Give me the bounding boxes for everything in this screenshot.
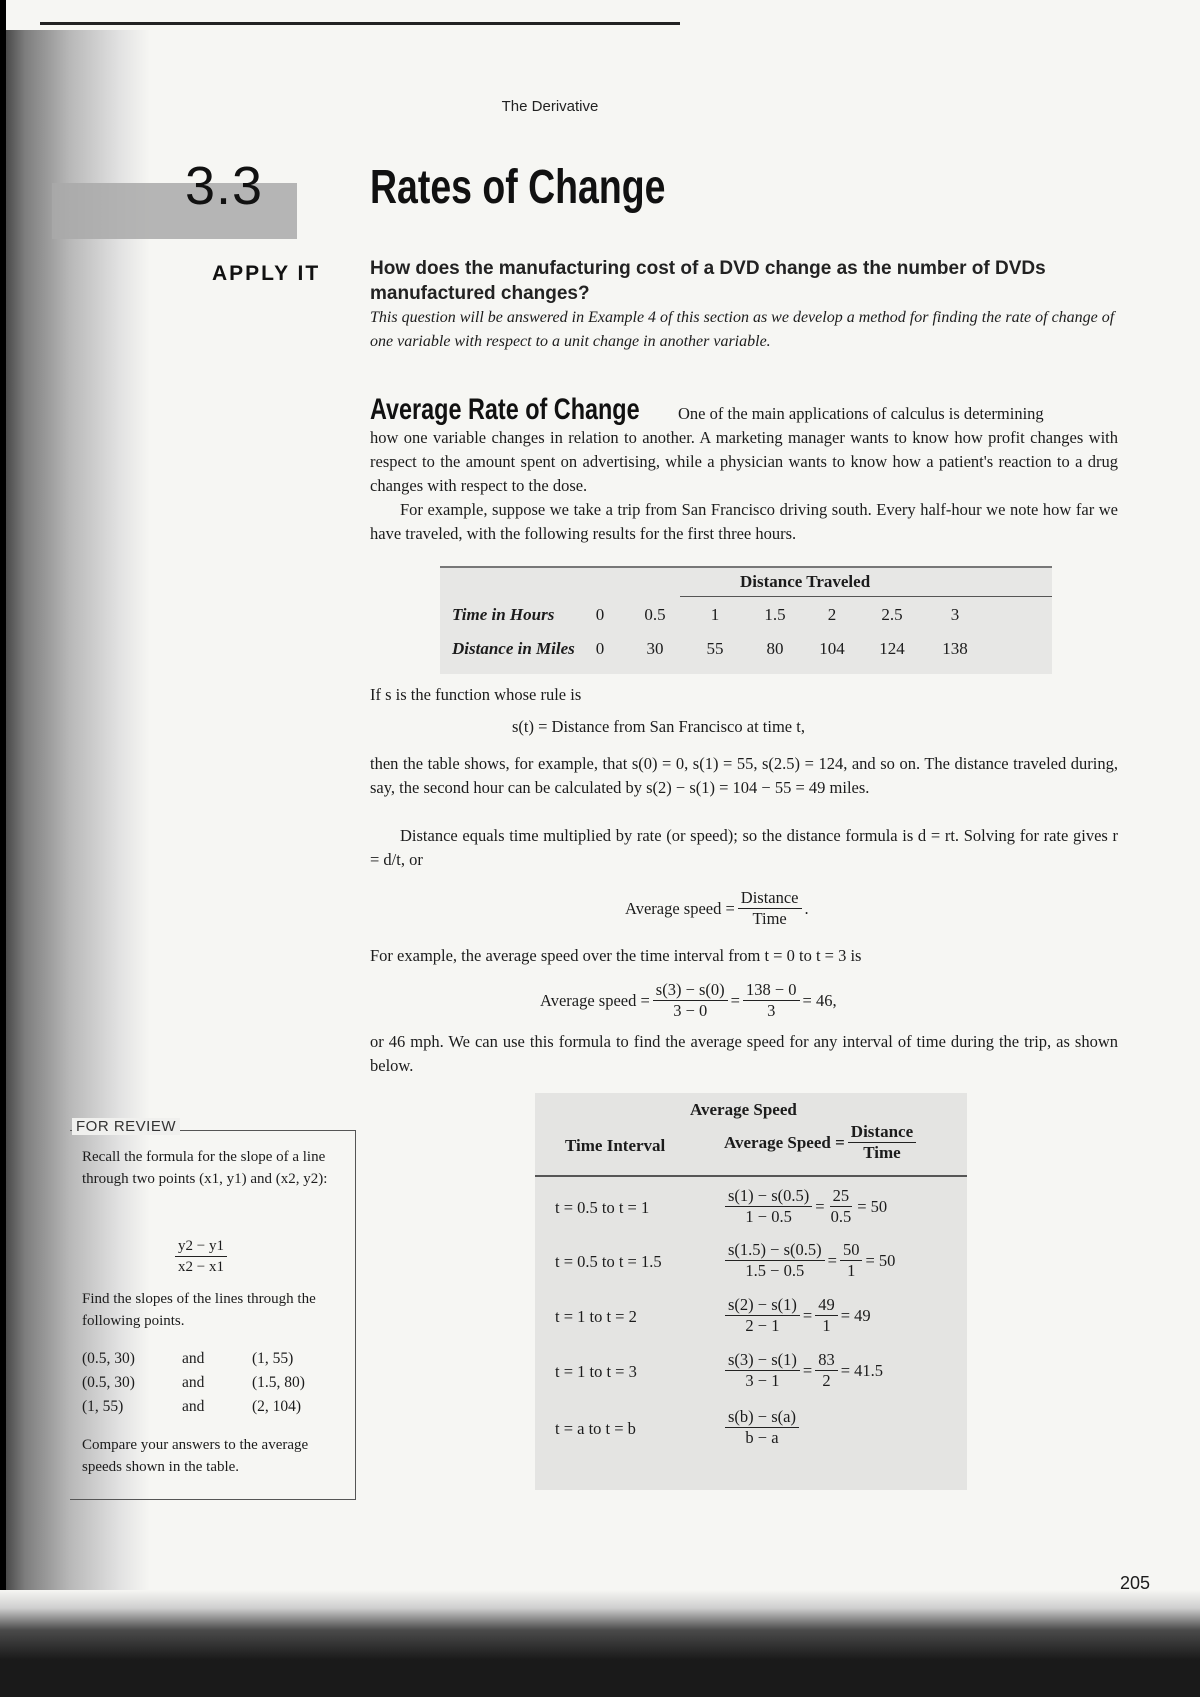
equals-sign: =	[802, 1360, 813, 1380]
point-b: (1.5, 80)	[252, 1374, 305, 1391]
speed-row-result: = 50	[865, 1250, 896, 1270]
average-rate-lead-text: One of the main applications of calculus is determining	[678, 404, 1044, 423]
distance-formula-paragraph: Distance equals time multiplied by rate (or speed); so the distance formula is d = rt. Solving for rate gives r = d/t, or	[370, 826, 1118, 869]
speed-table-header: Average Speed	[690, 1100, 797, 1119]
speed-row-result: = 50	[857, 1196, 888, 1216]
distance-table-distance-cell: 138	[942, 639, 968, 658]
fraction-numerator: 50	[840, 1240, 863, 1261]
speed-row-fraction	[725, 1295, 800, 1336]
speed-table-intro: or 46 mph. We can use this formula to find the average speed for any interval of time during the trip, as shown below.	[370, 1032, 1118, 1075]
equals-sign: =	[827, 1250, 837, 1270]
fraction-numerator: 83	[815, 1350, 838, 1371]
point-a: (1, 55)	[82, 1398, 124, 1415]
speed-row-formula	[722, 1407, 802, 1448]
apply-it-question: How does the manufacturing cost of a DVD change as the number of DVDs manufactured changes?	[370, 258, 1046, 304]
fraction-denominator: 1	[822, 1316, 831, 1335]
fraction-numerator: s(b) − s(a)	[725, 1407, 799, 1428]
speed-col-label: Average Speed =	[724, 1132, 845, 1152]
speed-row-result: = 41.5	[840, 1360, 884, 1380]
for-review-point-pair	[82, 1398, 352, 1416]
fraction-numerator: 138 − 0	[743, 980, 800, 1001]
fraction-denominator: Time	[752, 909, 787, 928]
scan-bottom-shadow	[0, 1590, 1200, 1697]
speed-row-interval: t = 1 to t = 3	[555, 1362, 637, 1381]
average-speed-formula: Average speed = $\frac{\text{Distance}}{\text{Time}}$ .	[625, 888, 809, 928]
apply-it-label: APPLY IT	[212, 262, 321, 285]
distance-table-time-cell: 2.5	[881, 605, 903, 624]
speed-row-fraction	[725, 1407, 799, 1448]
fraction-numerator: s(2) − s(1)	[725, 1295, 800, 1316]
distance-table-top-rule	[440, 566, 1052, 568]
distance-table-time-cell: 0	[595, 605, 605, 624]
speed-row-interval: t = a to t = b	[555, 1419, 636, 1438]
speed-row-value-fraction	[815, 1350, 838, 1391]
point-a: (0.5, 30)	[82, 1350, 135, 1367]
fraction-denominator: 2	[822, 1371, 831, 1390]
fraction-denominator: 1 − 0.5	[745, 1207, 792, 1226]
function-intro: If s is the function whose rule is	[370, 685, 582, 704]
speed-row-result: = 49	[840, 1305, 871, 1325]
speed-table-col-speed	[724, 1122, 919, 1163]
fraction-denominator: 2 − 1	[745, 1316, 780, 1335]
fraction-denominator: 3 − 1	[745, 1371, 780, 1390]
average-rate-paragraph: how one variable changes in relation to another. A marketing manager wants to know how profit changes with respect to the amount spent on advertising, while a physician wants to know how a patient's reaction to a drug changes with respect to the dose.	[370, 428, 1118, 495]
speed-row-interval: t = 0.5 to t = 1.5	[555, 1252, 662, 1271]
for-review-point-pair	[82, 1350, 352, 1368]
average-rate-heading: Average Rate of Change	[370, 393, 640, 426]
speed-table-col-interval: Time Interval	[565, 1136, 666, 1155]
distance-table-time-cell: 3	[950, 605, 960, 624]
fraction-numerator: s(3) − s(1)	[725, 1350, 800, 1371]
fraction-numerator: s(3) − s(0)	[653, 980, 728, 1001]
point-b: (1, 55)	[252, 1350, 294, 1367]
for-review-point-pair	[82, 1374, 352, 1392]
distance-over-time-fraction	[738, 888, 802, 929]
top-rule	[40, 22, 680, 25]
section-number: 3.3	[185, 156, 264, 216]
speed-row-formula	[722, 1186, 887, 1227]
trip-paragraph: For example, suppose we take a trip from San Francisco driving south. Every half-hour we note how far we have traveled, with the following results for the first three hours.	[370, 500, 1118, 543]
fraction-denominator: 3	[767, 1001, 776, 1020]
table-interpretation-paragraph: then the table shows, for example, that s(0) = 0, s(1) = 55, s(2.5) = 124, and so on. The distance traveled during, say, the second hour can be calculated by s(2) − s(1) = 104 − 55 = 49 miles.	[370, 754, 1118, 797]
function-rule: s(t) = Distance from San Francisco at time t,	[512, 717, 805, 736]
speed-row-formula	[722, 1350, 883, 1391]
speed-row-formula	[722, 1295, 871, 1336]
apply-it-note: This question will be answered in Example 4 of this section as we develop a method for finding the rate of change of one variable with respect to a unit change in another variable.	[370, 309, 1115, 350]
speed-row-value-fraction	[815, 1295, 838, 1336]
speed-row-interval: t = 1 to t = 2	[555, 1307, 637, 1326]
distance-table-time-label: Time in Hours	[452, 605, 555, 624]
fraction-numerator: s(1) − s(0.5)	[725, 1186, 812, 1207]
slope-fraction	[175, 1236, 227, 1277]
distance-table-header: Distance Traveled	[740, 572, 871, 591]
for-review-title: FOR REVIEW	[72, 1118, 180, 1135]
distance-table-distance-cell: 0	[595, 639, 605, 658]
distance-table-time-cell: 0.5	[644, 605, 666, 624]
speed-row-value-fraction	[840, 1240, 863, 1281]
fraction-denominator: 0.5	[830, 1207, 852, 1226]
example-result: = 46,	[802, 990, 837, 1010]
and-word: and	[182, 1350, 205, 1367]
fraction-numerator: y2 − y1	[175, 1236, 227, 1257]
equals-sign: =	[802, 1305, 813, 1325]
fraction-numerator: Distance	[848, 1122, 916, 1143]
for-review-compare: Compare your answers to the average speeds shown in the table.	[82, 1437, 309, 1475]
example-lhs: Average speed =	[540, 990, 650, 1010]
equals-sign: =	[815, 1196, 825, 1216]
average-speed-example-intro: For example, the average speed over the time interval from t = 0 to t = 3 is	[370, 946, 862, 965]
point-b: (2, 104)	[252, 1398, 302, 1415]
speed-row-fraction	[725, 1240, 825, 1281]
fraction-denominator: b − a	[745, 1428, 779, 1447]
fraction-denominator: x2 − x1	[178, 1259, 224, 1275]
distance-table-distance-label: Distance in Miles	[452, 639, 575, 658]
and-word: and	[182, 1398, 205, 1415]
distance-table-distance-cell: 30	[646, 639, 664, 658]
average-speed-example: Average speed = $\frac{s(3) - s(0)}{3 - 0}$ = $\frac{138 - 0}{3}$ = 46,	[540, 980, 837, 1020]
fraction-denominator: 1	[847, 1261, 856, 1280]
speed-row-formula	[722, 1240, 895, 1281]
distance-table-distance-cell: 104	[819, 639, 845, 658]
point-a: (0.5, 30)	[82, 1374, 135, 1391]
scan-left-edge	[0, 0, 6, 1697]
distance-table-distance-cell: 55	[706, 639, 724, 658]
section-title: Rates of Change	[370, 161, 666, 214]
speed-table-rule	[535, 1175, 967, 1177]
fraction-numerator: s(1.5) − s(0.5)	[725, 1240, 825, 1261]
page-number: 205	[1120, 1573, 1151, 1593]
fraction-numerator: 49	[815, 1295, 838, 1316]
distance-table-time-cell: 1	[710, 605, 720, 624]
running-header: The Derivative	[501, 98, 599, 115]
distance-table-distance-cell: 124	[879, 639, 905, 658]
distance-table-time-cell: 1.5	[764, 605, 786, 624]
for-review-slope-formula	[172, 1236, 230, 1277]
example-fraction-2	[743, 980, 800, 1021]
example-fraction-1	[653, 980, 728, 1021]
and-word: and	[182, 1374, 205, 1391]
distance-table-rule	[680, 596, 1052, 597]
speed-col-fraction	[848, 1122, 916, 1163]
fraction-denominator: 3 − 0	[673, 1001, 708, 1020]
speed-row-value-fraction	[828, 1186, 855, 1227]
average-speed-lhs: Average speed =	[625, 898, 735, 918]
speed-row-interval: t = 0.5 to t = 1	[555, 1198, 650, 1217]
distance-table-distance-cell: 80	[766, 639, 784, 658]
fraction-denominator: Time	[863, 1143, 901, 1162]
fraction-numerator: Distance	[738, 888, 802, 909]
fraction-denominator: 1.5 − 0.5	[745, 1261, 805, 1280]
speed-row-fraction	[725, 1350, 800, 1391]
for-review-slope-intro: Recall the formula for the slope of a line through two points (x1, y1) and (x2, y2):	[82, 1149, 328, 1187]
distance-table-time-cell: 2	[827, 605, 837, 624]
fraction-numerator: 25	[830, 1186, 853, 1207]
speed-row-fraction	[725, 1186, 812, 1227]
for-review-instructions: Find the slopes of the lines through the following points.	[82, 1291, 316, 1329]
